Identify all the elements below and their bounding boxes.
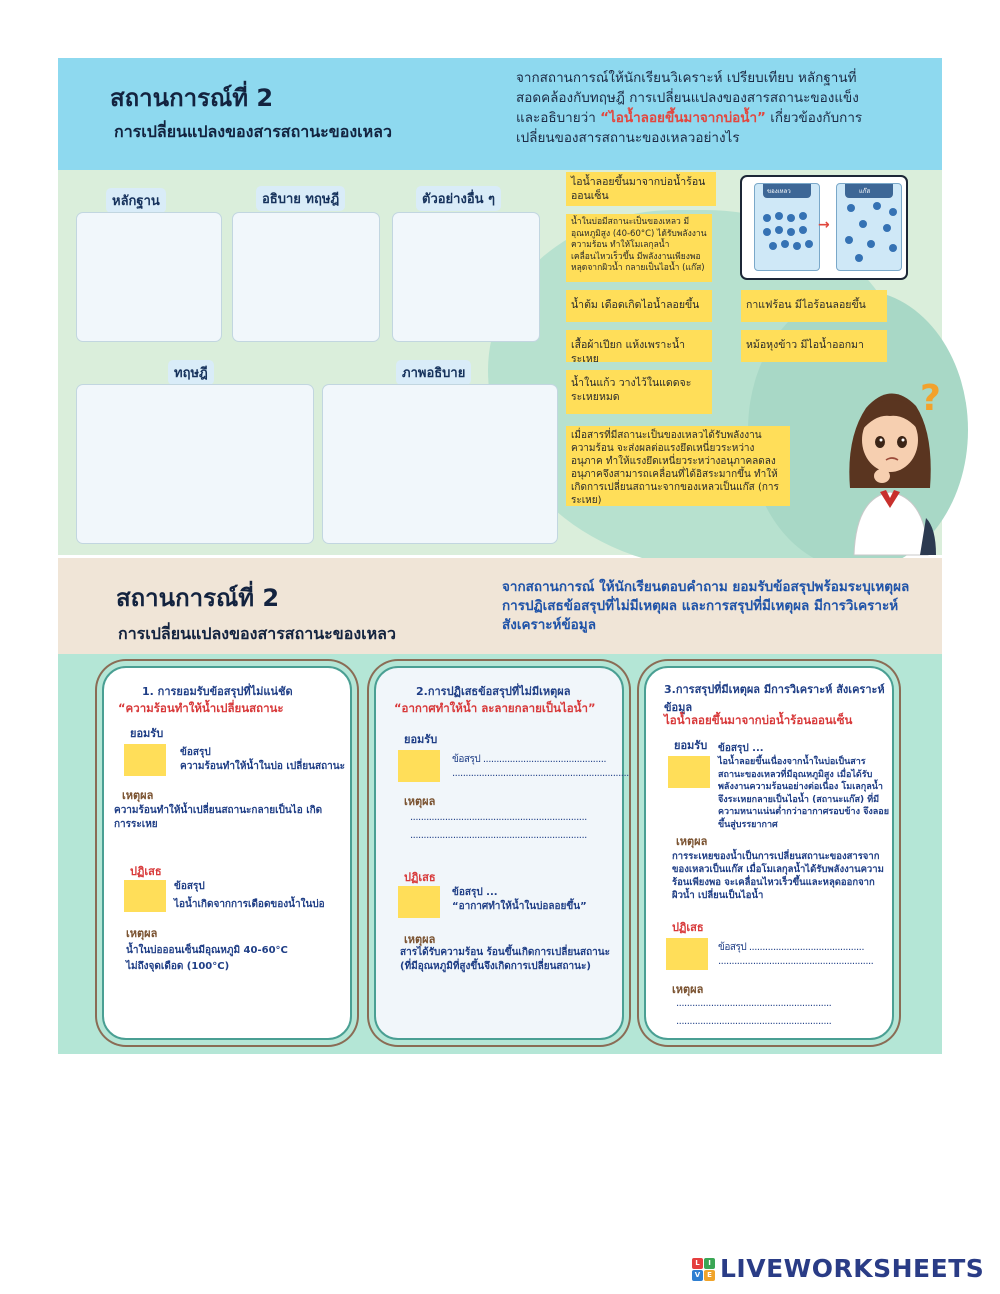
reject-conclusion-label: ข้อสรุป ... — [452, 887, 498, 898]
reject-label: ปฏิเสธ — [672, 921, 704, 934]
draggable-note[interactable]: เสื้อผ้าเปียก แห้งเพราะน้ำระเหย — [566, 330, 712, 362]
reason-label: เหตุผล — [126, 927, 158, 940]
draggable-note[interactable]: หม้อหุงข้าว มีไอน้ำออกมา — [741, 330, 887, 362]
panel3-quote: ไอน้ำลอยขึ้นมาจากบ่อน้ำร้อนออนเซ็น — [664, 713, 853, 727]
reject-conclusion-label: ข้อสรุป — [174, 881, 205, 892]
label-theory: ทฤษฎี — [168, 360, 214, 385]
logo-square: I — [704, 1258, 715, 1269]
reason-text: น้ำในบ่อออนเซ็นมีอุณหภูมิ 40-60°C — [126, 945, 288, 956]
reject-label: ปฏิเสธ — [404, 871, 436, 884]
reason-label: เหตุผล — [676, 835, 708, 848]
accept-label: ยอมรับ — [130, 727, 164, 740]
gas-beaker: แก๊ส — [836, 183, 902, 271]
reason-text: การระเหยของน้ำเป็นการเปลี่ยนสถานะของสารจากของเหลวเป็นแก๊ส เมื่อโมเลกุลน้ำได้รับพลังงานความร้อนเพียงพอ จะเคลื่อนไหวเร็วขึ้นและหลุดออกจากผิวน้ำ เปลี่ยนเป็นไอน้ำ — [672, 851, 884, 901]
liquid-beaker: ของเหลว — [754, 183, 820, 271]
answer-line[interactable]: .................................................................. — [410, 830, 587, 841]
conclusion-label: ข้อสรุป ... — [718, 743, 764, 754]
conclusion-text: ไอน้ำลอยขึ้นเนื่องจากน้ำในบ่อเป็นสารสถานะของเหลวที่มีอุณหภูมิสูง เมื่อได้รับพลังงานความร้อนอย่างต่อเนื่อง โมเลกุลน้ำจึงระเหยกลายเป็นไอน้ำ (สถานะแก๊ส) ที่มีความหนาแน่นต่ำกว่าอากาศรอบข้าง จึงลอยขึ้นสู่บรรยากาศ — [718, 757, 889, 830]
reason-label: เหตุผล — [122, 789, 154, 802]
svg-text:?: ? — [920, 378, 941, 419]
reason-text: ความร้อนทำให้น้ำเปลี่ยนสถานะกลายเป็นไอ เกิดการระเหย — [114, 805, 323, 830]
label-other-examples: ตัวอย่างอื่น ๆ — [416, 186, 501, 211]
conclusion-label: ข้อสรุป — [180, 747, 211, 758]
logo-text: LIVEWORKSHEETS — [720, 1254, 985, 1283]
panel-reject-unreasonable — [374, 666, 629, 1040]
reason-label: เหตุผล — [672, 983, 704, 996]
panel-accept-uncertain — [102, 666, 352, 1040]
section1-subtitle: การเปลี่ยนแปลงของสารสถานะของเหลว — [114, 122, 392, 141]
label-explain-theory: อธิบาย ทฤษฎี — [256, 186, 345, 211]
conclusion-text: ความร้อนทำให้น้ำในบ่อ เปลี่ยนสถานะ — [180, 761, 345, 772]
draggable-note[interactable]: น้ำในบ่อมีสถานะเป็นของเหลว มีอุณหภูมิสูง (40-60°C) ได้รับพลังงานความร้อน ทำให้โมเลกุลน้ำเคลื่อนไหวเร็วขึ้น มีพลังงานเพียงพอหลุดจากผิวน้ำ กลายเป็นไอน้ำ (แก๊ส) — [566, 214, 712, 282]
accept-label: ยอมรับ — [674, 739, 708, 752]
answer-line[interactable]: .......................................................... — [676, 1016, 832, 1027]
logo-square: E — [704, 1270, 715, 1281]
section2-header — [58, 558, 942, 654]
reason-text: (ที่มีอุณหภูมิที่สูงขึ้นจึงเกิดการเปลี่ยนสถานะ) — [400, 961, 591, 972]
section2-title: สถานการณ์ที่ 2 — [116, 584, 280, 612]
answer-line[interactable]: .................................................................. — [410, 812, 587, 823]
label-evidence: หลักฐาน — [106, 188, 166, 213]
panel1-title: 1. การยอมรับข้อสรุปที่ไม่แน่ชัด — [142, 685, 293, 698]
section2-subtitle: การเปลี่ยนแปลงของสารสถานะของเหลว — [118, 624, 396, 643]
answer-dropzone[interactable] — [668, 756, 710, 788]
label-picture: ภาพอธิบาย — [396, 360, 471, 385]
draggable-note[interactable]: น้ำในแก้ว วางไว้ในแดดจะระเหยหมด — [566, 370, 712, 414]
reject-label: ปฏิเสธ — [130, 865, 162, 878]
panel1-quote: “ความร้อนทำให้น้ำเปลี่ยนสถานะ — [118, 701, 284, 715]
answer-line[interactable]: .......................................................... — [718, 956, 874, 967]
reason-text: ไม่ถึงจุดเดือด (100°C) — [126, 961, 230, 972]
answer-dropzone[interactable] — [666, 938, 708, 970]
theory-dropzone[interactable] — [76, 384, 314, 544]
particle-illustration[interactable] — [740, 175, 908, 280]
accept-label: ยอมรับ — [404, 733, 438, 746]
reason-label: เหตุผล — [404, 795, 436, 808]
section1-title: สถานการณ์ที่ 2 — [110, 84, 274, 112]
answer-dropzone[interactable] — [124, 744, 166, 776]
answer-dropzone[interactable] — [124, 880, 166, 912]
panel-reasoned-conclusion — [644, 666, 894, 1040]
picture-dropzone[interactable] — [322, 384, 558, 544]
draggable-note[interactable]: เมื่อสารที่มีสถานะเป็นของเหลวได้รับพลังงานความร้อน จะส่งผลต่อแรงยึดเหนี่ยวระหว่างอนุภาค ทำให้แรงยึดเหนี่ยวระหว่างอนุภาคลดลง อนุภาคจึงสามารถเคลื่อนที่ได้อิสระมากขึ้น ทำให้เกิดการเปลี่ยนสถานะจากของเหลวเป็นแก๊ส (การระเหย) — [566, 426, 790, 506]
draggable-note[interactable]: น้ำต้ม เดือดเกิดไอน้ำลอยขึ้น — [566, 290, 712, 322]
examples-dropzone[interactable] — [392, 212, 540, 342]
answer-dropzone[interactable] — [398, 886, 440, 918]
evidence-dropzone[interactable] — [76, 212, 222, 342]
panel2-quote: “อากาศทำให้น้ำ ละลายกลายเป็นไอน้ำ” — [394, 701, 596, 715]
answer-dropzone[interactable] — [398, 750, 440, 782]
liveworksheets-logo[interactable] — [692, 1254, 992, 1288]
answer-line[interactable]: .................................................................. — [452, 768, 629, 779]
logo-square: L — [692, 1258, 703, 1269]
reason-label: เหตุผล — [404, 933, 436, 946]
explain-dropzone[interactable] — [232, 212, 380, 342]
answer-line[interactable]: ข้อสรุป .............................................. — [452, 754, 607, 765]
reason-text: สารได้รับความร้อน ร้อนขึ้นเกิดการเปลี่ยนสถานะ — [400, 947, 610, 958]
panel3-title: 3.การสรุปที่มีเหตุผล มีการวิเคราะห์ สังเคราะห์ ข้อมูล — [664, 683, 885, 714]
section1-header — [58, 58, 942, 170]
logo-square: V — [692, 1270, 703, 1281]
section2-intro: จากสถานการณ์ ให้นักเรียนตอบคำถาม ยอมรับข้อสรุปพร้อมระบุเหตุผล การปฏิเสธข้อสรุปที่ไม่มีเหตุผล และการสรุปที่มีเหตุผล มีการวิเคราะห์ สังเคราะห์ข้อมูล — [502, 579, 910, 633]
thinking-student-illustration — [836, 368, 942, 555]
answer-line[interactable]: ข้อสรุป ........................................... — [718, 942, 865, 953]
draggable-note[interactable]: กาแฟร้อน มีไอร้อนลอยขึ้น — [741, 290, 887, 322]
section1-intro: จากสถานการณ์ให้นักเรียนวิเคราะห์ เปรียบเทียบ หลักฐานที่ สอดคล้องกับทฤษฎี การเปลี่ยนแปลงของสารสถานะของแข็ง และอธิบายว่า “ไอน้ำลอยขึ้นมาจากบ่อน้ำ” เกี่ยวข้องกับการ เปลี่ยนของสารสถานะของเหลวอย่างไร — [516, 70, 863, 146]
transition-arrow-icon: → — [818, 217, 830, 233]
answer-line[interactable]: .......................................................... — [676, 998, 832, 1009]
reject-conclusion-text: ไอน้ำเกิดจากการเดือดของน้ำในบ่อ — [174, 899, 325, 910]
draggable-note[interactable]: ไอน้ำลอยขึ้นมาจากบ่อน้ำร้อน ออนเซ็น — [566, 172, 716, 206]
reject-conclusion-text: “อากาศทำให้น้ำในบ่อลอยขึ้น” — [452, 901, 587, 912]
panel2-title: 2.การปฏิเสธข้อสรุปที่ไม่มีเหตุผล — [416, 685, 571, 698]
